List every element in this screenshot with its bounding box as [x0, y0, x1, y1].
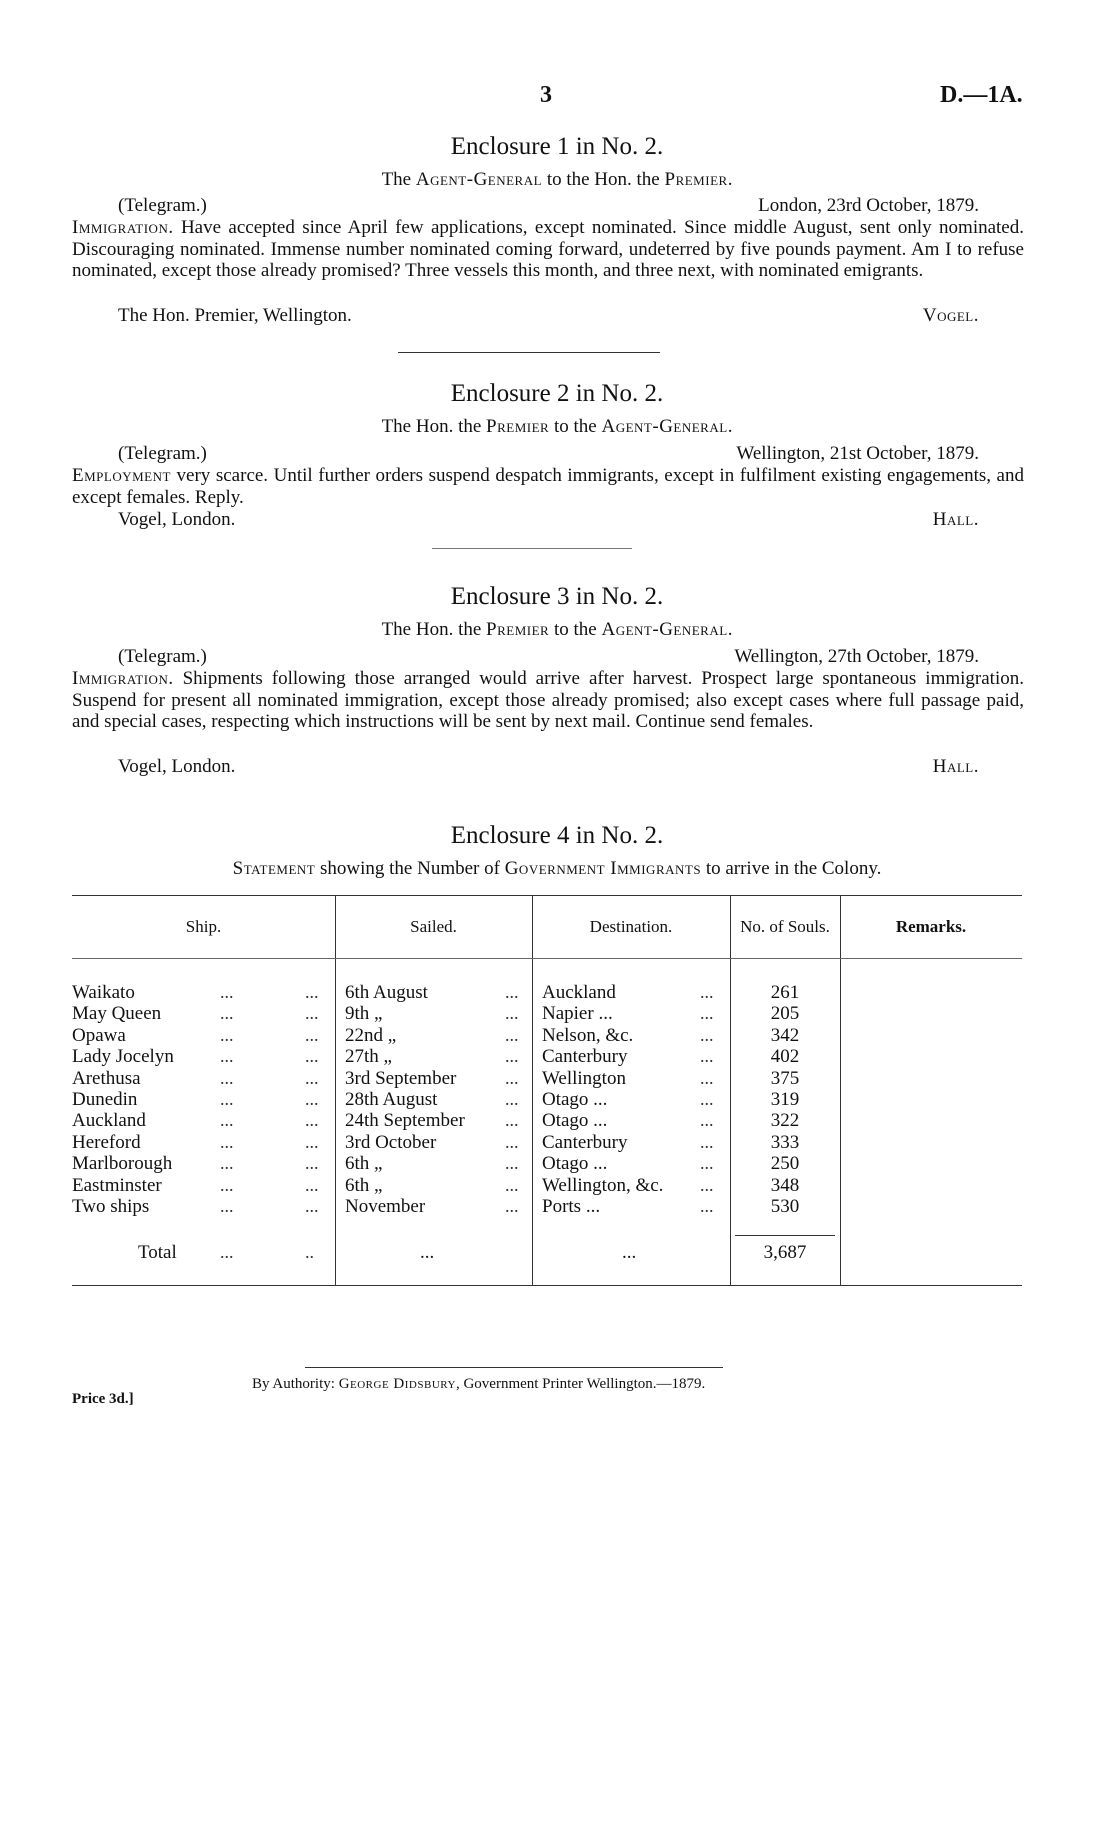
leader-dots: ... — [220, 1110, 234, 1131]
leader-dots: ... — [220, 1174, 234, 1195]
row-souls: 348 — [770, 1174, 800, 1196]
header-souls: No. of Souls. — [740, 917, 830, 936]
row-destination: Otago ... — [542, 1153, 608, 1175]
enclosure-3-subtitle: The Hon. the Premier to the Agent-General. — [381, 619, 733, 640]
header-sailed: Sailed. — [410, 917, 457, 936]
row-ship: Marlborough — [72, 1153, 173, 1175]
leader-dots: ... — [505, 1131, 519, 1152]
leader-dots: ... — [220, 982, 234, 1002]
page-number: 3 — [540, 82, 552, 108]
leader-dots: ... — [700, 982, 714, 1002]
leader-dots: ... — [220, 1024, 234, 1045]
section-divider — [398, 352, 660, 353]
row-sailed: 3rd October — [345, 1131, 437, 1153]
row-sailed: 6th „ — [345, 1153, 383, 1175]
leader-dots: ... — [700, 1174, 714, 1195]
row-ship: Dunedin — [72, 1089, 138, 1110]
row-ship: Lady Jocelyn — [72, 1046, 174, 1068]
row-destination: Auckland — [542, 982, 616, 1003]
enclosure-3-telegram-label: (Telegram.) — [118, 646, 207, 667]
leader-dots: ... — [305, 1196, 319, 1216]
enclosure-1-title: Enclosure 1 in No. 2. — [450, 133, 664, 160]
row-souls: 530 — [770, 1196, 800, 1217]
leader-dots: ... — [305, 982, 319, 1002]
leader-dots: ... — [700, 1153, 714, 1174]
leader-dots: ... — [700, 1089, 714, 1109]
row-ship: Auckland — [72, 1110, 146, 1132]
enclosure-1-addressee: The Hon. Premier, Wellington. — [118, 305, 352, 326]
row-destination: Nelson, &c. — [542, 1024, 634, 1046]
price: Price 3d.] — [72, 1391, 134, 1407]
footer-rule — [305, 1367, 723, 1368]
row-sailed: November — [345, 1196, 426, 1217]
enclosure-2-addressee: Vogel, London. — [118, 509, 236, 530]
leader-dots: ... — [220, 1067, 234, 1088]
leader-dots: ... — [305, 1003, 319, 1024]
total-rule — [735, 1235, 835, 1236]
table-bottom-rule — [72, 1285, 1022, 1286]
leader-dots: ... — [220, 1003, 234, 1024]
table-column-divider — [840, 895, 841, 1285]
enclosure-3-signature: Hall. — [932, 756, 979, 777]
enclosure-1-body: Immigration. Have accepted since April few applications, except nominated. Since middle August, sent only nominated. Discouraging nominated. Immense number nominated coming forward, undeterred by five pounds payment. Am I to refuse nominated, except those already promised? Three vessels this month, and three next, with nominated emigrants. — [72, 217, 1024, 281]
row-ship: Opawa — [72, 1024, 126, 1046]
total-souls: 3,687 — [763, 1242, 807, 1263]
row-souls: 205 — [770, 1003, 800, 1025]
header-ship: Ship. — [185, 917, 222, 936]
enclosure-4-subtitle: Statement showing the Number of Government Immigrants to arrive in the Colony. — [232, 858, 882, 879]
leader-dots: ... — [505, 1196, 519, 1216]
enclosure-1-place-date: London, 23rd October, 1879. — [758, 195, 979, 216]
enclosure-3-place-date: Wellington, 27th October, 1879. — [734, 646, 979, 667]
row-sailed: 28th August — [345, 1089, 438, 1110]
enclosure-2-place-date: Wellington, 21st October, 1879. — [736, 443, 979, 464]
row-ship: Hereford — [72, 1131, 141, 1153]
leader-dots: ... — [700, 1003, 714, 1024]
document-reference: D.—1A. — [940, 82, 1023, 108]
leader-dots: ... — [220, 1153, 234, 1174]
leader-dots: ... — [505, 1024, 519, 1045]
leader-dots: ... — [305, 1024, 319, 1045]
leader-dots: ... — [505, 982, 519, 1002]
row-destination: Ports ... — [542, 1196, 601, 1217]
leader-dots: ... — [700, 1067, 714, 1088]
leader-dots: ... — [220, 1046, 234, 1067]
leader-dots: ... — [505, 1153, 519, 1174]
total-label: Total — [138, 1242, 177, 1263]
row-sailed: 9th „ — [345, 1003, 383, 1025]
leader-dots: ... — [220, 1089, 234, 1109]
leader-dots: ... — [505, 1110, 519, 1131]
leader-dots: ... — [700, 1131, 714, 1152]
table-header-rule — [72, 958, 1022, 959]
leader-dots: ... — [220, 1196, 234, 1216]
row-souls: 402 — [770, 1046, 800, 1068]
row-souls: 261 — [770, 982, 800, 1003]
row-destination: Wellington, &c. — [542, 1174, 664, 1196]
leader-dots: ... — [305, 1110, 319, 1131]
enclosure-1-telegram-label: (Telegram.) — [118, 195, 207, 216]
header-remarks: Remarks. — [895, 917, 967, 936]
leader-dots: ... — [505, 1089, 519, 1109]
printer-imprint: By Authority: George Didsbury, Government Printer Wellington.—1879. — [252, 1376, 706, 1392]
row-sailed: 24th September — [345, 1110, 465, 1132]
enclosure-3-addressee: Vogel, London. — [118, 756, 236, 777]
leader-dots: ... — [505, 1067, 519, 1088]
row-ship: Eastminster — [72, 1174, 162, 1196]
row-souls: 250 — [770, 1153, 800, 1175]
enclosure-4-title: Enclosure 4 in No. 2. — [450, 822, 664, 849]
enclosure-2-signature: Hall. — [932, 509, 979, 530]
row-destination: Otago ... — [542, 1110, 608, 1132]
header-destination: Destination. — [589, 917, 673, 936]
row-destination: Wellington — [542, 1067, 626, 1089]
leader-dots: ... — [220, 1242, 234, 1262]
enclosure-2-subtitle: The Hon. the Premier to the Agent-General. — [381, 416, 733, 437]
row-souls: 322 — [770, 1110, 800, 1132]
row-destination: Otago ... — [542, 1089, 608, 1110]
leader-dots: ... — [305, 1089, 319, 1109]
leader-dots: ... — [305, 1153, 319, 1174]
row-sailed: 6th August — [345, 982, 428, 1003]
row-destination: Napier ... — [542, 1003, 613, 1025]
row-ship: Two ships — [72, 1196, 150, 1217]
leader-dots: ... — [305, 1131, 319, 1152]
enclosure-1-signature: Vogel. — [922, 305, 979, 326]
row-ship: May Queen — [72, 1003, 162, 1025]
row-souls: 375 — [770, 1067, 800, 1089]
enclosure-1-subtitle: The Agent-General to the Hon. the Premier. — [381, 169, 733, 190]
enclosure-2-title: Enclosure 2 in No. 2. — [450, 380, 664, 407]
leader-dots: ... — [700, 1110, 714, 1131]
row-sailed: 27th „ — [345, 1046, 392, 1068]
total-destination: ... — [622, 1242, 637, 1263]
table-column-divider — [532, 895, 533, 1285]
row-destination: Canterbury — [542, 1131, 628, 1153]
leader-dots: ... — [505, 1003, 519, 1024]
enclosure-3-title: Enclosure 3 in No. 2. — [450, 583, 664, 610]
row-sailed: 6th „ — [345, 1174, 383, 1196]
enclosure-2-telegram-label: (Telegram.) — [118, 443, 207, 464]
row-souls: 342 — [770, 1024, 800, 1046]
leader-dots: ... — [305, 1046, 319, 1067]
leader-dots: ... — [505, 1174, 519, 1195]
section-divider — [432, 548, 632, 549]
row-sailed: 22nd „ — [345, 1024, 397, 1046]
leader-dots: ... — [305, 1174, 319, 1195]
row-destination: Canterbury — [542, 1046, 628, 1068]
leader-dots: ... — [305, 1067, 319, 1088]
table-top-rule — [72, 895, 1022, 896]
leader-dots: ... — [700, 1024, 714, 1045]
table-column-divider — [335, 895, 336, 1285]
row-ship: Waikato — [72, 982, 135, 1003]
leader-dots: ... — [505, 1046, 519, 1067]
enclosure-2-body: Employment very scarce. Until further orders suspend despatch immigrants, except in fulfilment existing engagements, and except females. Reply. — [72, 465, 1024, 508]
leader-dots: .. — [305, 1242, 314, 1262]
leader-dots: ... — [700, 1196, 714, 1216]
total-sailed: ... — [420, 1242, 435, 1263]
enclosure-3-body: Immigration. Shipments following those arranged would arrive after harvest. Prospect large spontaneous immigration. Suspend for present all nominated immigration, except those already promised; also except cases where full passage paid, and special cases, respecting which instructions will be sent by next mail. Continue send females. — [72, 668, 1024, 732]
row-souls: 319 — [770, 1089, 800, 1110]
leader-dots: ... — [220, 1131, 234, 1152]
table-column-divider — [730, 895, 731, 1285]
row-sailed: 3rd September — [345, 1067, 457, 1089]
leader-dots: ... — [700, 1046, 714, 1067]
row-ship: Arethusa — [72, 1067, 141, 1089]
row-souls: 333 — [770, 1131, 800, 1153]
